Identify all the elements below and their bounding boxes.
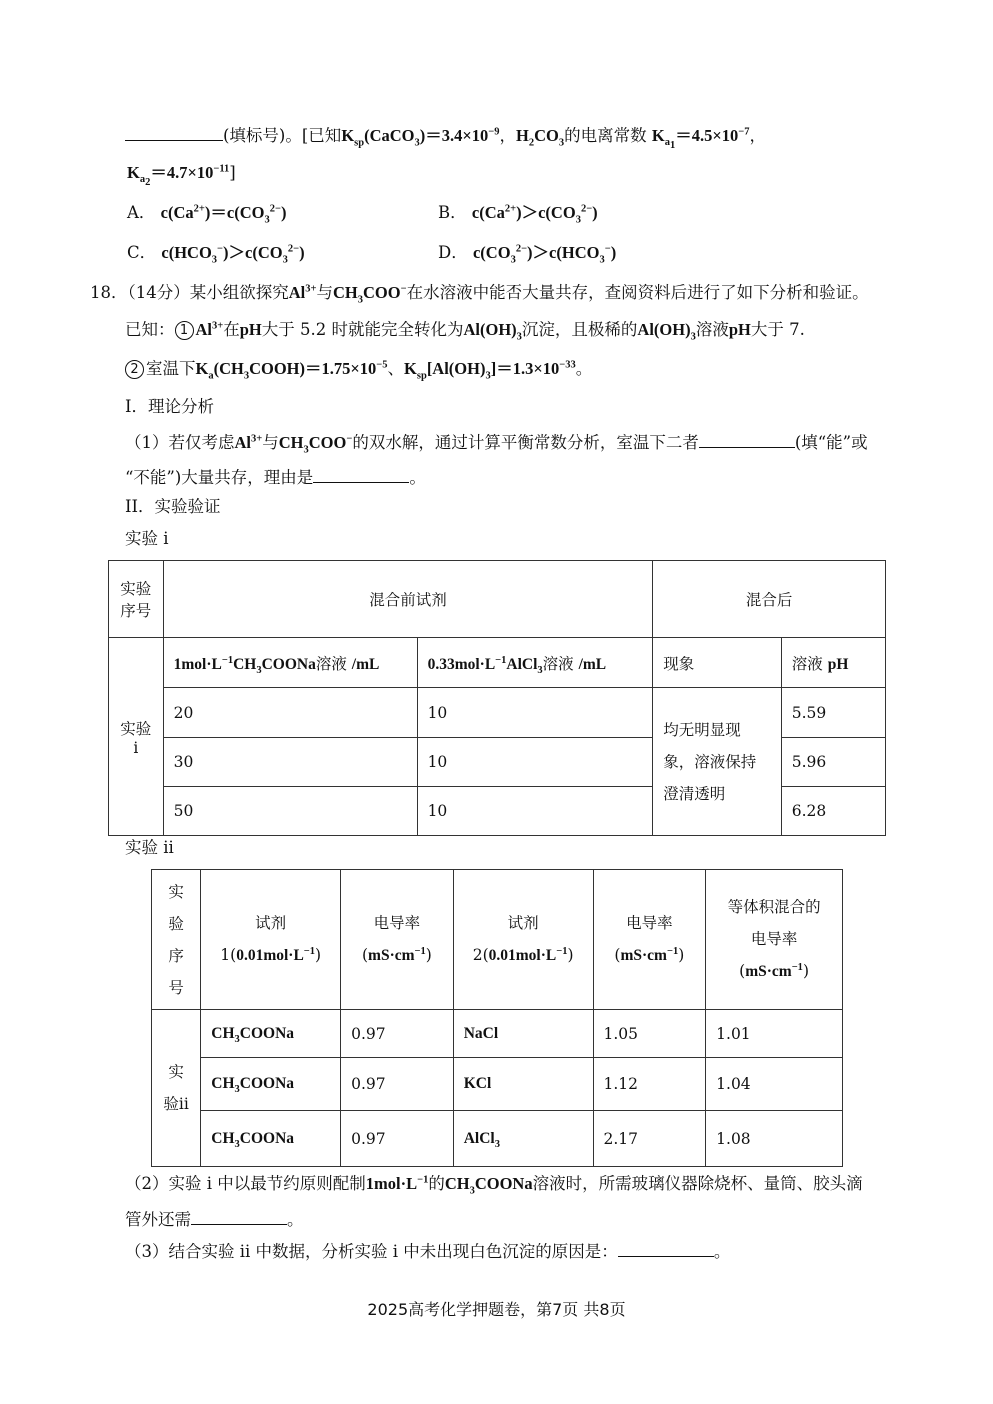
cell-mix: 1.08 (706, 1111, 843, 1167)
exp1-title: 实验 i (125, 529, 169, 548)
q17-option-b: B． $c(Ca^{2+})>c(CO_3^{2-})$ (438, 203, 598, 226)
section-theory: I．理论分析 (125, 397, 215, 416)
experiment-ii-table (151, 869, 843, 1167)
cell-cond-2: 1.12 (593, 1058, 706, 1111)
cell-volume-b: 10 (417, 787, 653, 836)
cell-cond-2: 1.05 (593, 1010, 706, 1058)
q17-option-c: C． $c(HCO_3^-)>c(CO_3^{2-})$ (127, 243, 305, 266)
cell-reagent-2: AlCl$_3$ (453, 1111, 593, 1167)
header-cond-2: 电导率 $(mS\cdot cm^{-1})$ (593, 870, 706, 1010)
cell-mix: 1.01 (706, 1010, 843, 1058)
cell-cond-1: 0.97 (341, 1111, 454, 1167)
page-footer: 2025高考化学押题卷，第7页 共8页 (367, 1300, 626, 1319)
q17-option-a: A． $c(Ca^{2+})=c(CO_3^{2-})$ (127, 203, 287, 226)
header-reagent-1: 试剂 $1(0.01mol\cdot L^{-1})$ (201, 870, 341, 1010)
cell-reagent-1: $CH_3COONa$ (201, 1111, 341, 1167)
cell-reagent-1: $CH_3COONa$ (201, 1058, 341, 1111)
answer-blank (618, 1238, 714, 1257)
experiment-i-table (108, 560, 886, 836)
circled-two-icon: 2 (125, 360, 144, 379)
cell-volume-b: 10 (417, 738, 653, 787)
q18-part1-line2: “不能”)大量共存，理由是 。 (125, 464, 426, 490)
answer-blank (125, 122, 223, 141)
q17-option-d: D． $c(CO_3^{2-})>c(HCO_3^-)$ (438, 243, 617, 266)
cell-reagent-2: NaCl (453, 1010, 593, 1058)
answer-blank (191, 1206, 287, 1225)
header-after: 混合后 (653, 561, 886, 638)
header-phenomenon: 现象 (653, 638, 781, 688)
header-before: 混合前试剂 (163, 561, 653, 638)
cell-volume-b: 10 (417, 688, 653, 738)
row-label: 实 验ii (152, 1010, 201, 1167)
header-reagent-2: 试剂 $2(0.01mol\cdot L^{-1})$ (453, 870, 593, 1010)
q18-intro: 18．（14分）某小组欲探究$Al^{3+}$与$CH_3COO^-$在水溶液中能否大量共存，查阅资料后进行了如下分析和验证。 (90, 283, 869, 306)
cell-phenomenon: 均无明显现 象，溶液保持 澄清透明 (653, 688, 781, 836)
q17-ka2-line: $K_{a_2}=4.7\times 10^{-11}$] (127, 163, 236, 189)
cell-cond-2: 2.17 (593, 1111, 706, 1167)
cell-volume-a: 20 (163, 688, 417, 738)
header-seq: 实验 序号 (109, 561, 164, 638)
q18-part1-line1: （1）若仅考虑$Al^{3+}$与$CH_3COO^-$的双水解，通过计算平衡常数分析，室温下二者 (填“能”或 (125, 429, 868, 455)
header-cond-1: 电导率 $(mS\cdot cm^{-1})$ (341, 870, 454, 1010)
header-reagent-b: $0.33mol\cdot L^{-1}AlCl_3$溶液 /mL (417, 638, 653, 688)
header-mix: 等体积混合的 电导率 $(mS\cdot cm^{-1})$ (706, 870, 843, 1010)
cell-volume-a: 30 (163, 738, 417, 787)
header-ph: 溶液 pH (781, 638, 885, 688)
cell-reagent-1: $CH_3COONa$ (201, 1010, 341, 1058)
header-seq: 实 验 序 号 (152, 870, 201, 1010)
cell-ph: 6.28 (781, 787, 885, 836)
cell-reagent-2: KCl (453, 1058, 593, 1111)
cell-cond-1: 0.97 (341, 1058, 454, 1111)
q18-part3: （3）结合实验 ii 中数据，分析实验 i 中未出现白色沉淀的原因是： 。 (125, 1238, 730, 1264)
answer-blank (699, 429, 795, 448)
cell-ph: 5.59 (781, 688, 885, 738)
q18-part2-line2: 管外还需 。 (125, 1206, 304, 1232)
cell-ph: 5.96 (781, 738, 885, 787)
answer-blank (313, 464, 409, 483)
header-reagent-a: $1mol\cdot L^{-1}CH_3COONa$溶液 /mL (163, 638, 417, 688)
section-experiment: II．实验验证 (125, 497, 221, 516)
exp2-title: 实验 ii (125, 838, 174, 857)
q17-known-line: (填标号)。[已知$K_{sp}(CaCO_3)=3.4\times 10^{-9}$，$H_2CO_3$的电离常数 $K_{a_1}=4.5\times 10^{-7}$， (125, 122, 766, 148)
row-label: 实验 i (109, 638, 164, 836)
cell-volume-a: 50 (163, 787, 417, 836)
q18-known-1: 已知： 1 $Al^{3+}$在pH大于 5.2 时就能完全转化为$Al(OH)_3$沉淀，且极稀的$Al(OH)_3$溶液pH大于 7. (125, 320, 805, 343)
q18-part2-line1: （2）实验 i 中以最节约原则配制$1mol\cdot L^{-1}$的$CH_3COONa$溶液时，所需玻璃仪器除烧杯、量筒、胶头滴 (125, 1174, 863, 1197)
circled-one-icon: 1 (175, 321, 194, 340)
cell-mix: 1.04 (706, 1058, 843, 1111)
cell-cond-1: 0.97 (341, 1010, 454, 1058)
q17-text: (填标号)。[已知 (223, 126, 342, 145)
q18-known-2: 2 室温下$K_a(CH_3COOH)=1.75\times 10^{-5}$、$K_{sp}[Al(OH)_3]=1.3\times 10^{-33}$。 (125, 357, 592, 381)
